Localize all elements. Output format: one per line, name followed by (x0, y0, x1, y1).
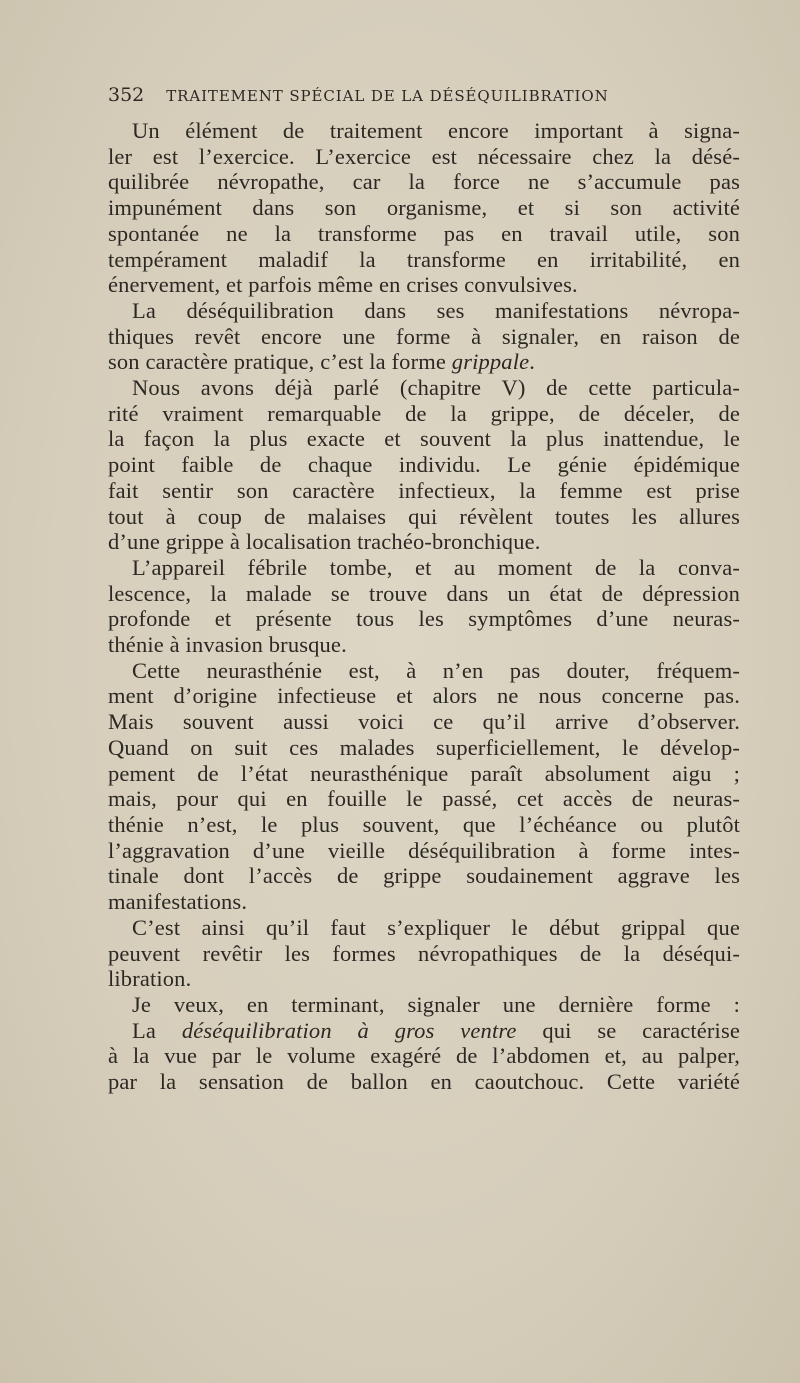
text-line-content: tinale dont l’accès de grippe soudainement aggrave les (108, 863, 740, 889)
text-line-content: Cette neurasthénie est, à n’en pas douter, fréquem- (132, 657, 740, 683)
text-line (108, 118, 740, 144)
text-line-tail: . (529, 349, 536, 375)
text-line (108, 272, 740, 298)
text-line (108, 401, 740, 427)
text-line-content: la façon la plus exacte et souvent la plus inattendue, le (108, 426, 740, 452)
body-text (108, 118, 740, 1095)
text-line-content: pement de l’état neurasthénique paraît absolument aigu ; (108, 760, 740, 786)
text-line-content: Je veux, en terminant, signaler une dernière forme : (132, 991, 740, 1017)
text-line-content: Quand on suit ces malades superficiellement, le dévelop- (108, 734, 740, 760)
text-line (108, 324, 740, 350)
text-line (108, 555, 740, 581)
italic-term: déséquilibration à gros ventre (181, 1017, 517, 1043)
text-line (108, 144, 740, 170)
text-line-content: impunément dans son organisme, et si son activité (108, 195, 740, 221)
text-line-content: thénie n’est, le plus souvent, que l’échéance ou plutôt (108, 811, 740, 837)
text-line (108, 761, 740, 787)
text-line (108, 1043, 740, 1069)
text-line (108, 504, 740, 530)
text-line-content: spontanée ne la transforme pas en travail utile, son (108, 220, 740, 246)
text-line (108, 709, 740, 735)
text-line (108, 581, 740, 607)
text-line-content: tout à coup de malaises qui révèlent toutes les allures (108, 503, 740, 529)
text-line (108, 1018, 740, 1044)
text-line-content: manifestations. (108, 889, 248, 915)
text-line-content: thénie à invasion brusque. (108, 632, 347, 658)
text-line (108, 683, 740, 709)
text-line (108, 221, 740, 247)
text-line (108, 478, 740, 504)
text-line (108, 298, 740, 324)
text-line (108, 247, 740, 273)
text-line-content: quilibrée névropathe, car la force ne s’accumule pas (108, 169, 740, 195)
text-line (108, 735, 740, 761)
text-line-content: La (132, 1017, 182, 1043)
text-line (108, 838, 740, 864)
text-line (108, 941, 740, 967)
text-line (108, 658, 740, 684)
text-line-content: d’une grippe à localisation trachéo-bronchique. (108, 529, 541, 555)
text-line (108, 349, 740, 375)
text-line-content: point faible de chaque individu. Le génie épidémique (108, 452, 740, 478)
text-line (108, 529, 740, 555)
text-line-content: peuvent revêtir les formes névropathiques de la déséqui- (108, 940, 740, 966)
text-line-content: à la vue par le volume exagéré de l’abdomen et, au palper, (108, 1043, 740, 1069)
text-line-content: libration. (108, 966, 192, 992)
text-line (108, 1069, 740, 1095)
text-line-content: fait sentir son caractère infectieux, la femme est prise (108, 477, 740, 503)
text-line (108, 195, 740, 221)
text-line (108, 966, 740, 992)
text-line (108, 863, 740, 889)
text-line (108, 452, 740, 478)
text-line-tail: qui se caractérise (516, 1017, 740, 1043)
text-line (108, 812, 740, 838)
text-line (108, 786, 740, 812)
text-line-content: énervement, et parfois même en crises convulsives. (108, 272, 578, 298)
text-line-content: Un élément de traitement encore important à signa- (132, 118, 740, 143)
text-line-content: thiques revêt encore une forme à signaler, en raison de (108, 323, 740, 349)
text-line (108, 915, 740, 941)
text-line (108, 606, 740, 632)
text-line (108, 375, 740, 401)
running-header (108, 84, 740, 118)
text-line (108, 169, 740, 195)
text-line-content: tempérament maladif la transforme en irritabilité, en (108, 246, 740, 272)
text-line-content: Mais souvent aussi voici ce qu’il arrive d’observer. (108, 709, 740, 735)
text-line (108, 992, 740, 1018)
book-page (108, 84, 740, 1095)
text-line-content: son caractère pratique, c’est la forme (108, 349, 452, 375)
text-line-content: lescence, la malade se trouve dans un état de dépression (108, 580, 740, 606)
text-line-content: Nous avons déjà parlé (chapitre V) de cette particula- (132, 375, 740, 401)
text-line (108, 426, 740, 452)
text-line-content: L’appareil fébrile tombe, et au moment de la conva- (132, 554, 740, 580)
text-line (108, 632, 740, 658)
text-line-content: La déséquilibration dans ses manifestations névropa- (132, 297, 740, 323)
text-line-content: mais, pour qui en fouille le passé, cet accès de neuras- (108, 786, 740, 812)
text-line-content: ler est l’exercice. L’exercice est nécessaire chez la désé- (108, 143, 740, 169)
text-line-content: par la sensation de ballon en caoutchouc. Cette variété (108, 1069, 740, 1095)
text-line-content: ment d’origine infectieuse et alors ne nous concerne pas. (108, 683, 740, 709)
page-number: 352 (108, 84, 145, 106)
text-line-content: l’aggravation d’une vieille déséquilibration à forme intes- (108, 837, 740, 863)
text-line-content: profonde et présente tous les symptômes d’une neuras- (108, 606, 740, 632)
text-line (108, 889, 740, 915)
text-line-content: C’est ainsi qu’il faut s’expliquer le début grippal que (132, 914, 740, 940)
italic-term: grippale (451, 349, 530, 375)
text-line-content: rité vraiment remarquable de la grippe, de déceler, de (108, 400, 740, 426)
running-title: TRAITEMENT SPÉCIAL DE LA DÉSÉQUILIBRATION (166, 87, 609, 105)
